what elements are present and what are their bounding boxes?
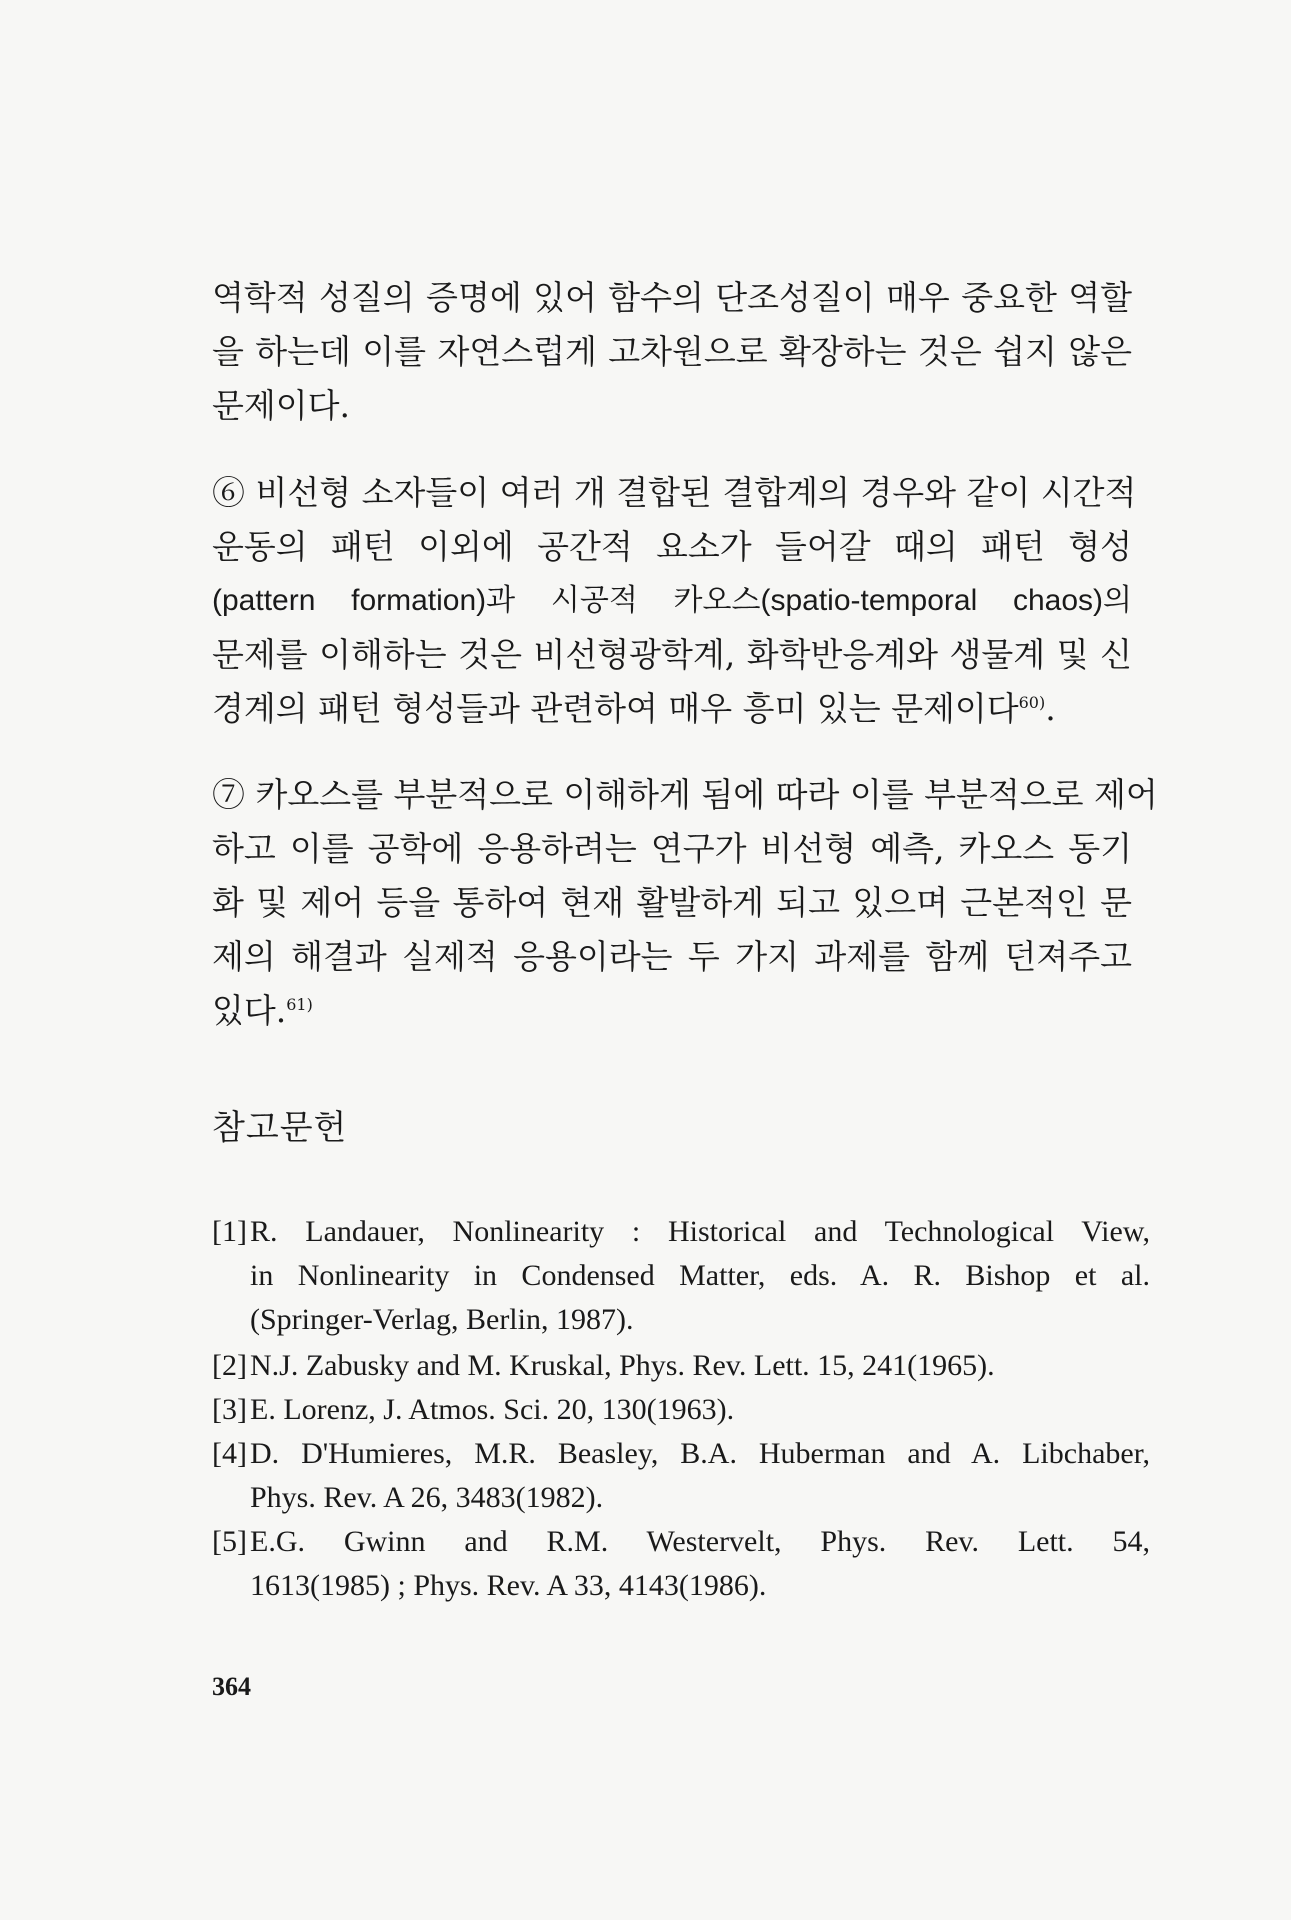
footnote-marker: 60) [1018,693,1046,712]
reference-body [250,1344,1150,1388]
paragraph-line: 하고 이를 공학에 응용하려는 연구가 비선형 예측, 카오스 동기 [212,829,1132,868]
reference-number: [3] [212,1393,247,1426]
reference-body [250,1210,1150,1342]
paragraph-line: 을 하는데 이를 자연스럽게 고차원으로 확장하는 것은 쉽지 않은 [212,332,1132,371]
reference-number: [5] [212,1525,247,1558]
reference-number: [1] [212,1215,247,1248]
paragraph-line: (pattern formation)과 시공적 카오스(spatio-temporal chaos)의 [212,584,1132,617]
footnote-marker: 61) [286,995,313,1014]
paragraph-line-with-footnote [212,988,313,1034]
paragraph-line: 제의 해결과 실제적 응용이라는 두 가지 과제를 함께 던져주고 [212,937,1132,976]
reference-line: (Springer-Verlag, Berlin, 1987). [250,1303,634,1336]
paragraph-line: ⑦ 카오스를 부분적으로 이해하게 됨에 따라 이를 부분적으로 제어 [212,775,1158,814]
reference-line: E. Lorenz, J. Atmos. Sci. 20, 130(1963). [250,1393,735,1426]
reference-number: [2] [212,1349,247,1382]
paragraph-line: 역학적 성질의 증명에 있어 함수의 단조성질이 매우 중요한 역할 [212,278,1132,317]
reference-line: 1613(1985) ; Phys. Rev. A 33, 4143(1986). [250,1569,767,1602]
paragraph-text: 있다. [212,991,287,1030]
paragraph-line: 운동의 패턴 이외에 공간적 요소가 들어갈 때의 패턴 형성 [212,527,1132,566]
reference-number: [4] [212,1437,247,1470]
paragraph-line: 문제이다. [212,386,351,425]
reference-body [250,1520,1150,1608]
page-number: 364 [212,1672,251,1701]
sentence-end: . [1045,689,1056,728]
reference-body [250,1432,1150,1520]
paragraph-line: 화 및 제어 등을 통하여 현재 활발하게 되고 있으며 근본적인 문 [212,883,1132,922]
reference-line: N.J. Zabusky and M. Kruskal, Phys. Rev. Lett. 15, 241(1965). [250,1349,995,1382]
reference-line: R. Landauer, Nonlinearity : Historical and Technological View, [250,1215,1150,1248]
paragraph-line-with-footnote [212,686,1056,732]
reference-body [250,1388,1150,1432]
paragraph-line: 문제를 이해하는 것은 비선형광학계, 화학반응계와 생물계 및 신 [212,635,1132,674]
paragraph-text: 경계의 패턴 형성들과 관련하여 매우 흥미 있는 문제이다 [212,689,1019,728]
paragraph-line: ⑥ 비선형 소자들이 여러 개 결합된 결합계의 경우와 같이 시간적 [212,473,1137,512]
references-heading: 참고문헌 [212,1108,348,1148]
reference-line: E.G. Gwinn and R.M. Westervelt, Phys. Rev. Lett. 54, [250,1525,1150,1558]
reference-line: Phys. Rev. A 26, 3483(1982). [250,1481,604,1514]
reference-line: D. D'Humieres, M.R. Beasley, B.A. Huberman and A. Libchaber, [250,1437,1150,1470]
reference-line: in Nonlinearity in Condensed Matter, eds. A. R. Bishop et al. [250,1259,1150,1292]
